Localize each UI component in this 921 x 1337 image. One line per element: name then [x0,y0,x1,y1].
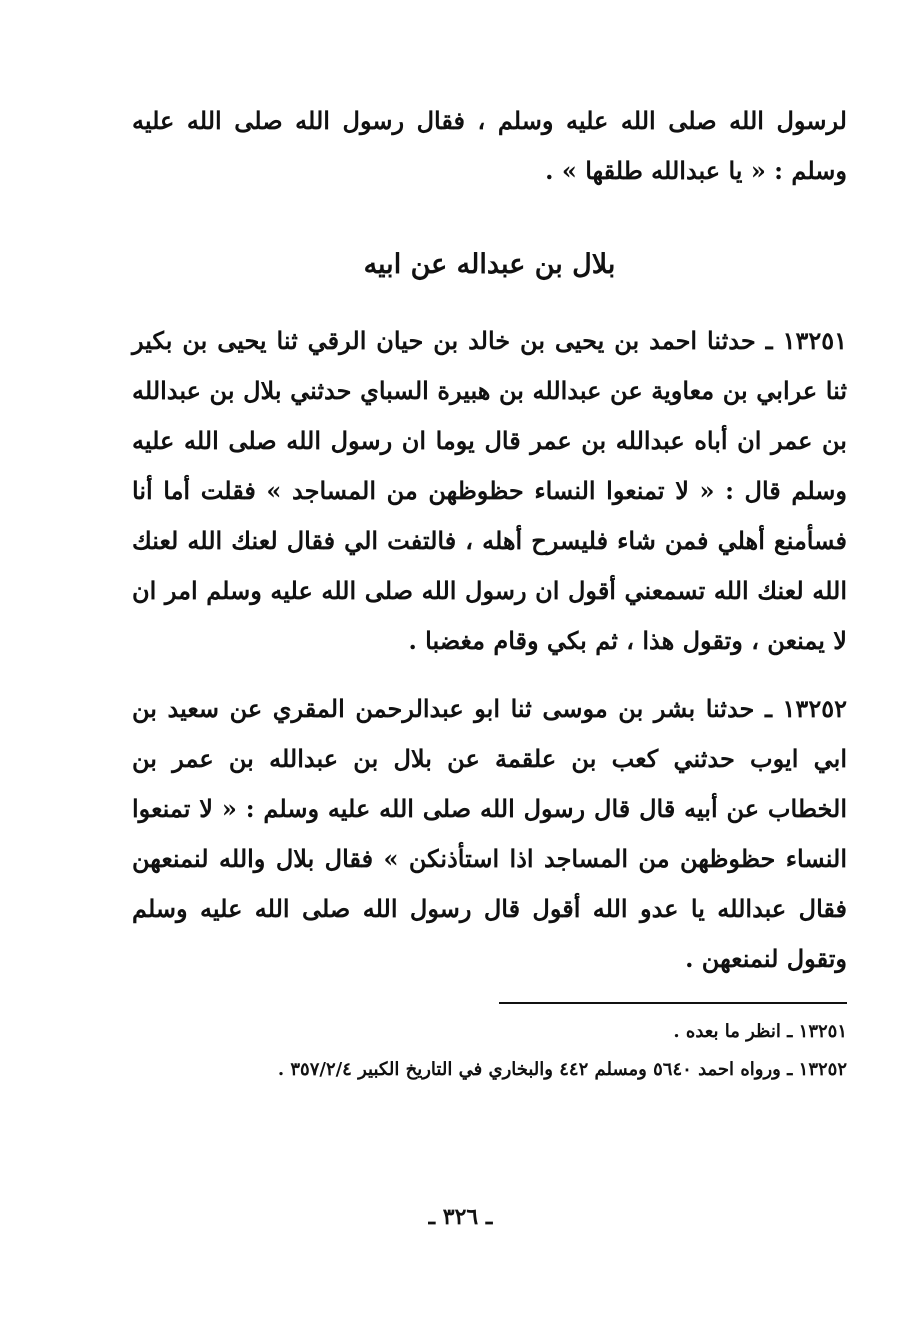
hadith-13252 [132,684,847,984]
section-title: بلال بن عبداله عن ابيه [363,249,616,280]
hadith-number: ١٣٢٥١ [782,326,848,355]
footnote-separator: ـ [780,1021,799,1042]
footnote-separator: ـ [780,1059,799,1080]
hadith-text: حدثنا احمد بن يحيى بن خالد بن حيان الرقي ثنا يحيى بن بكير ثنا عرابي بن معاوية عن عبدالله بن هبيرة السباي حدثني بلال بن عبدالله بن عمر ان أباه عبدالله بن عمر قال يوما ان رسول الله صلى الله عليه وسلم قال : « لا تمنعوا النساء حظوظهن من المساجد » فقلت أما أنا فسأمنع أهلي فمن شاء فليسرح أهله ، فالتفت الي فقال لعنك الله لعنك الله لعنك الله تسمعني أقول ان رسول الله صلى الله عليه وسلم امر ان لا يمنعن ، وتقول هذا ، ثم بكي وقام مغضبا . [132,326,847,655]
hadith-number: ١٣٢٥٢ [782,694,847,723]
footnote-13251 [132,1014,847,1050]
footnote-number: ١٣٢٥٢ [798,1059,847,1080]
footnote-text: انظر ما بعده . [673,1021,781,1042]
intro-paragraph: لرسول الله صلى الله عليه وسلم ، فقال رسول الله صلى الله عليه وسلم : « يا عبدالله طلقها » . [132,106,847,185]
footnote-divider [499,1002,847,1004]
hadith-13251 [132,316,847,666]
page-number: ـ ٣٢٦ ـ [428,1204,493,1230]
footnotes [132,1014,847,1088]
hadith-text: حدثنا بشر بن موسى ثنا ابو عبدالرحمن المقري عن سعيد بن ابي ايوب حدثني كعب بن علقمة عن بلال بن عبدالله بن عمر بن الخطاب عن أبيه قال قال رسول الله صلى الله عليه وسلم : « لا تمنعوا النساء حظوظهن من المساجد اذا استأذنكن » فقال بلال والله لنمنعهن فقال عبدالله يا عدو الله أقول قال رسول الله صلى الله عليه وسلم وتقول لنمنعهن . [132,694,847,973]
hadith-separator: ـ [754,694,783,723]
footnote-text: ورواه احمد ٥٦٤٠ ومسلم ٤٤٢ والبخاري في التاريخ الكبير ٣٥٧/٢/٤ . [277,1059,781,1080]
hadith-separator: ـ [755,326,783,355]
footnote-13252 [132,1052,847,1088]
footnote-number: ١٣٢٥١ [798,1021,847,1042]
